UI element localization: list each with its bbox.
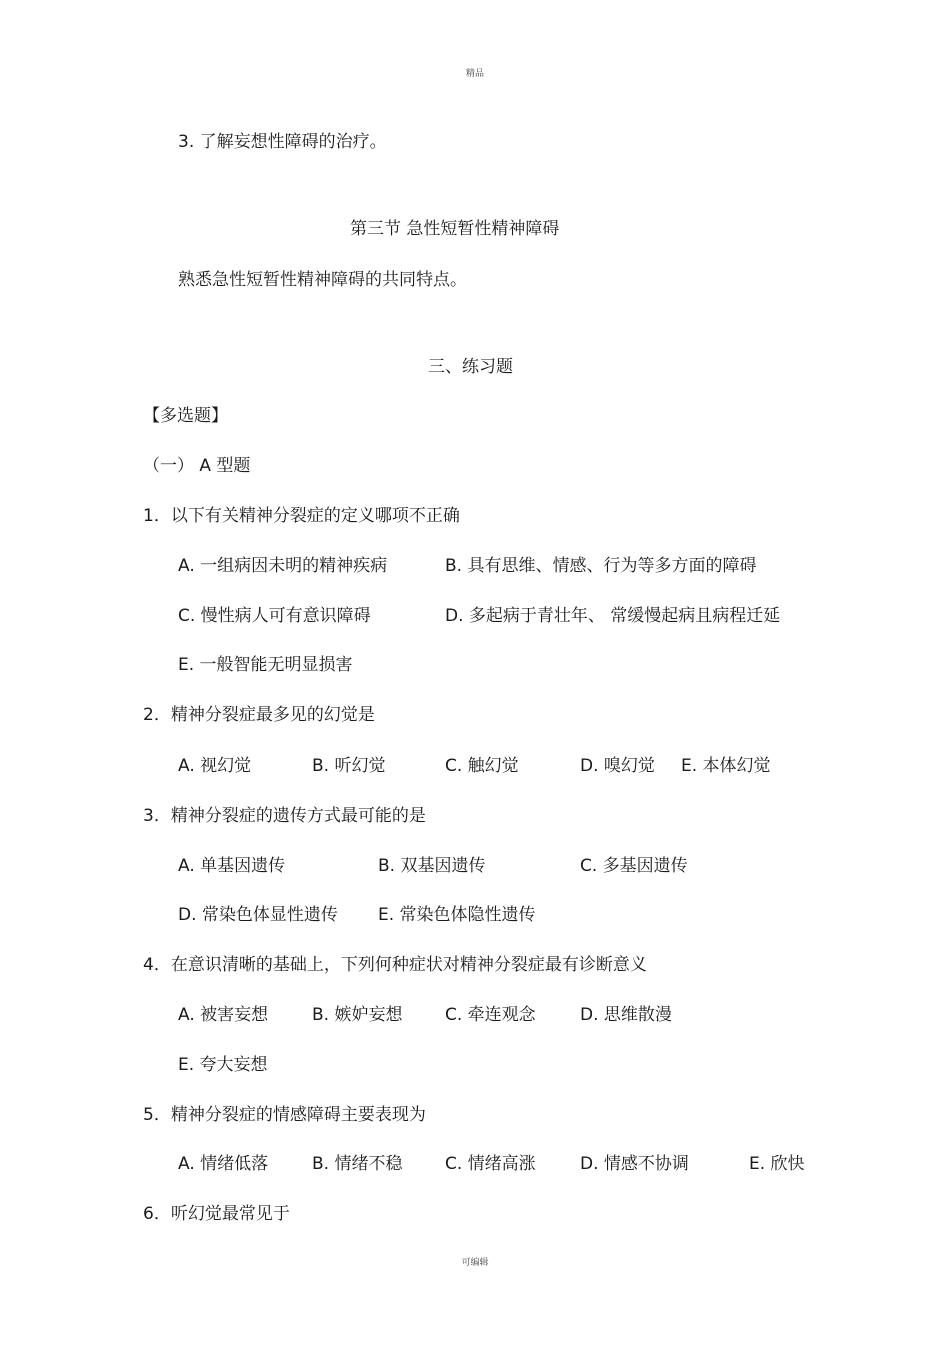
footer-mark: 可编辑 (461, 1258, 489, 1268)
question-stem: 4．在意识清晰的基础上，下列何种症状对精神分裂症最有诊断意义 (143, 955, 647, 975)
option-b: B. 听幻觉 (312, 756, 386, 776)
option-d: D. 常染色体显性遗传 (178, 905, 338, 925)
multi-choice-heading: 【多选题】 (143, 406, 228, 426)
question-stem: 6．听幻觉最常见于 (143, 1204, 290, 1224)
option-b: B. 双基因遗传 (378, 856, 486, 876)
option-e: E. 本体幻觉 (681, 756, 771, 776)
section-title: 第三节 急性短暂性精神障碍 (350, 219, 560, 239)
option-b: B. 情绪不稳 (312, 1154, 403, 1174)
option-d: D. 思维散漫 (580, 1005, 672, 1025)
option-c: C. 触幻觉 (445, 756, 519, 776)
option-a: A. 单基因遗传 (178, 856, 286, 876)
option-a: A. 被害妄想 (178, 1005, 269, 1025)
question-stem: 5．精神分裂症的情感障碍主要表现为 (143, 1105, 426, 1125)
option-d: D. 嗅幻觉 (580, 756, 655, 776)
option-e: E. 常染色体隐性遗传 (378, 905, 536, 925)
section-text: 熟悉急性短暂性精神障碍的共同特点。 (178, 270, 467, 290)
option-d: D. 情感不协调 (580, 1154, 689, 1174)
option-c: C. 情绪高涨 (445, 1154, 536, 1174)
option-e: E. 欣快 (749, 1154, 805, 1174)
option-c: C. 多基因遗传 (580, 856, 688, 876)
option-c: C. 牵连观念 (445, 1005, 536, 1025)
option-e: E. 一般智能无明显损害 (178, 655, 353, 675)
option-a: A. 一组病因未明的精神疾病 (178, 556, 388, 576)
option-d: D. 多起病于青壮年、 常缓慢起病且病程迁延 (445, 606, 781, 626)
option-e: E. 夸大妄想 (178, 1055, 268, 1075)
header-mark: 精品 (465, 69, 484, 79)
option-b: B. 具有思维、情感、行为等多方面的障碍 (445, 556, 757, 576)
question-stem: 3．精神分裂症的遗传方式最可能的是 (143, 806, 426, 826)
exercises-title: 三、练习题 (428, 357, 513, 377)
objective-item-3: 3. 了解妄想性障碍的治疗。 (178, 132, 387, 152)
option-a: A. 视幻觉 (178, 756, 252, 776)
option-b: B. 嫉妒妄想 (312, 1005, 403, 1025)
option-c: C. 慢性病人可有意识障碍 (178, 606, 371, 626)
type-a-heading: （一） A 型题 (143, 456, 251, 476)
question-stem: 2．精神分裂症最多见的幻觉是 (143, 705, 375, 725)
option-a: A. 情绪低落 (178, 1154, 269, 1174)
question-stem: 1．以下有关精神分裂症的定义哪项不正确 (143, 506, 460, 526)
